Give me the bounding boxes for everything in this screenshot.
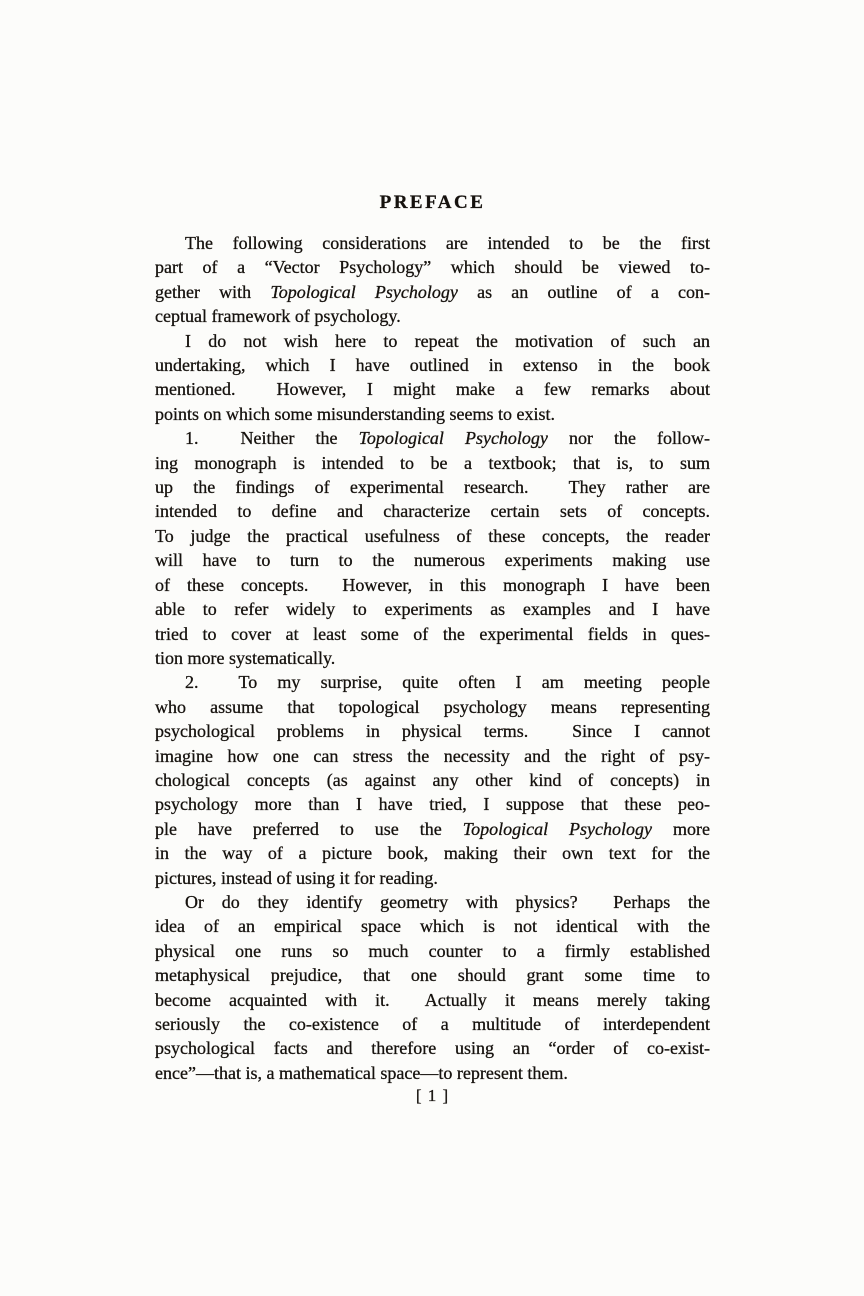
text-line: I do not wish here to repeat the motivation of such an [185, 330, 710, 351]
page-number: [ 1 ] [415, 1086, 450, 1105]
text-line: The following considerations are intended to be the first [185, 233, 710, 253]
text-line: To judge the practical usefulness of these concepts, the reader [155, 525, 710, 546]
text-line: in the way of a picture book, making their own text for the [155, 843, 710, 864]
paragraph [155, 890, 710, 1085]
text-line: tion more systematically. [155, 647, 336, 668]
paragraph [155, 426, 710, 670]
text-line: physical one runs so much counter to a firmly established [155, 940, 710, 961]
text-line: ceptual framework of psychology. [155, 306, 401, 327]
text-line: Or do they identify geometry with physics? Perhaps the [185, 891, 710, 912]
text-line: will have to turn to the numerous experiments making use [155, 550, 710, 571]
text-line: 1. Neither the Topological Psychology nor the follow- [185, 428, 710, 449]
text-line: up the findings of experimental research. They rather are [155, 477, 710, 498]
text-line: imagine how one can stress the necessity and the right of psy- [155, 745, 710, 766]
text-line: become acquainted with it. Actually it means merely taking [155, 989, 710, 1010]
text-line: psychological problems in physical terms. Since I cannot [155, 721, 710, 742]
text-line: points on which some misunderstanding seems to exist. [155, 403, 555, 424]
text-line: of these concepts. However, in this monograph I have been [155, 574, 710, 595]
text-line: ing monograph is intended to be a textbook; that is, to sum [155, 452, 710, 473]
text-line: part of a “Vector Psychology” which should be viewed to- [155, 257, 710, 278]
paragraph [155, 670, 710, 890]
text-line: tried to cover at least some of the experimental fields in ques- [155, 623, 710, 644]
text-line: pictures, instead of using it for reading. [155, 867, 438, 888]
text-line: gether with Topological Psychology as an outline of a con- [155, 281, 710, 302]
text-line: chological concepts (as against any other kind of concepts) in [155, 769, 710, 790]
text-line: ence”—that is, a mathematical space—to represent them. [155, 1062, 568, 1083]
text-line: intended to define and characterize certain sets of concepts. [155, 501, 710, 522]
text-line: psychology more than I have tried, I suppose that these peo- [155, 794, 710, 815]
page-title: PREFACE [379, 192, 486, 213]
text-line: able to refer widely to experiments as examples and I have [155, 599, 710, 620]
text-line: idea of an empirical space which is not identical with the [155, 916, 710, 937]
text-line: 2. To my surprise, quite often I am meeting people [185, 672, 710, 693]
text-line: seriously the co-existence of a multitude of interdependent [155, 1014, 710, 1034]
text-line: ple have preferred to use the Topological Psychology more [155, 818, 710, 839]
text-line: metaphysical prejudice, that one should grant some time to [155, 965, 710, 986]
text-line: who assume that topological psychology means representing [155, 696, 710, 717]
text-line: mentioned. However, I might make a few remarks about [155, 379, 710, 400]
text-line: psychological facts and therefore using an “order of co-exist- [155, 1038, 710, 1059]
text-line: undertaking, which I have outlined in extenso in the book [155, 355, 710, 376]
paragraph [155, 231, 710, 329]
preface-text [155, 231, 710, 1085]
paragraph [155, 329, 710, 427]
